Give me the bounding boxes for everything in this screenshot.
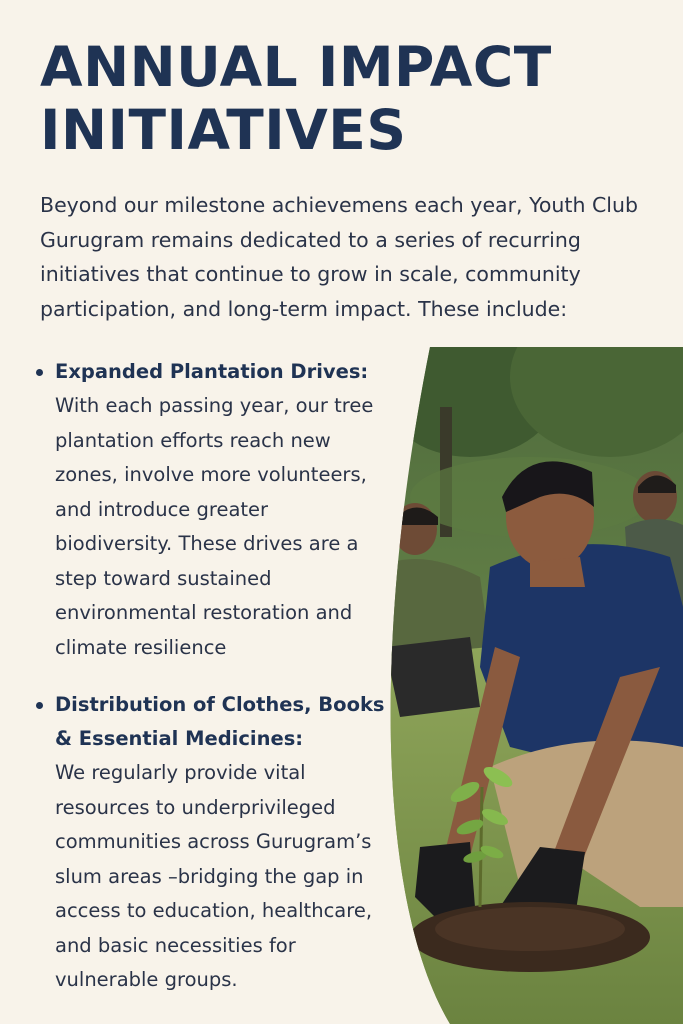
description-line: and basic necessities for [55,933,296,957]
description-line: and introduce greater [55,497,269,521]
initiative-heading-line: Expanded Plantation Drives: [55,360,369,383]
initiative-heading [55,355,385,389]
intro-paragraph: Beyond our milestone achievemens each year, Youth Club Gurugram remains dedicated to a series of recurring initiatives that continue to grow in scale, community participation, and long-term impact. These include: [40,193,638,321]
description-line: We regularly provide vital [55,761,306,784]
description-line: communities across Gurugram’s [55,830,372,853]
description-line: step toward sustained [55,566,272,590]
initiative-heading-line: Distribution of Clothes, Books [55,693,385,716]
description-line: plantation efforts reach new [55,428,331,452]
description-line: zones, involve more volunteers, [55,463,367,486]
initiative-heading [55,688,385,756]
initiative-heading-line: & Essential Medicines: [55,727,304,750]
initiative-item-distribution [55,688,385,998]
description-line: vulnerable groups. [55,968,238,991]
description-line: slum areas –bridging the gap in [55,864,364,888]
initiative-description [55,756,385,998]
description-line: environmental restoration and [55,601,353,624]
description-line: biodiversity. These drives are a [55,532,359,555]
description-line: With each passing year, our tree [55,394,374,417]
initiative-item-plantation [55,355,385,665]
initiative-description [55,389,385,665]
page-title [40,36,660,162]
description-line: climate resilience [55,635,227,659]
title-line: ANNUAL IMPACT [40,35,552,99]
volunteers-planting-photo [380,347,683,1024]
title-line: INITIATIVES [40,98,407,162]
description-line: resources to underprivileged [55,795,336,819]
description-line: access to education, healthcare, [55,899,373,922]
